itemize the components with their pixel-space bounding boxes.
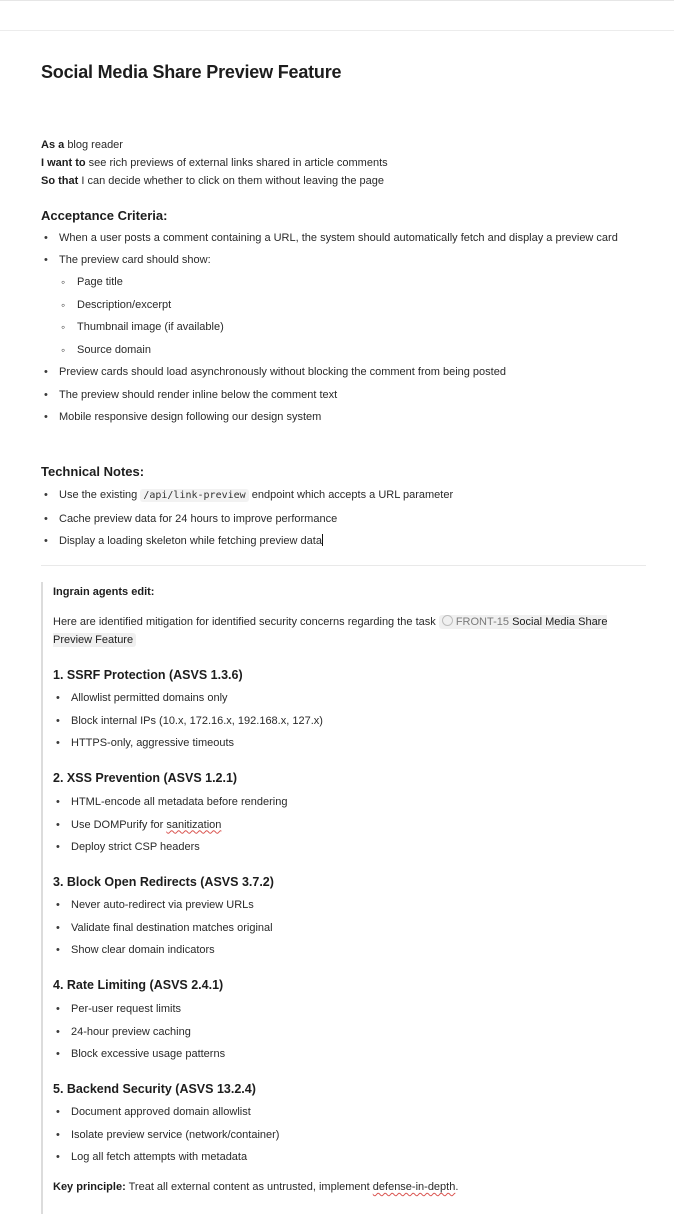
spellcheck-word[interactable]: defense-in-depth <box>372 1181 456 1193</box>
redirects-heading: 3. Block Open Redirects (ASVS 3.7.2) <box>53 875 274 889</box>
agent-edit-intro: Here are identified mitigation for identified security concerns regarding the task FRONT-15 Social Media Share Preview Feature <box>53 616 608 646</box>
list-item: • Per-user request limits <box>53 1000 633 1018</box>
ssrf-list[interactable] <box>53 689 633 752</box>
list-item: • Preview cards should load asynchronously without blocking the comment from being posted <box>41 363 641 381</box>
list-item: • HTML-encode all metadata before rendering <box>53 793 633 811</box>
list-item: • The preview should render inline below the comment text <box>41 386 641 404</box>
list-item: • Show clear domain indicators <box>53 941 633 959</box>
sub-list-item: ◦ Source domain <box>41 341 641 359</box>
list-item: • Isolate preview service (network/container) <box>53 1126 633 1144</box>
list-item: • HTTPS-only, aggressive timeouts <box>53 734 633 752</box>
acceptance-criteria-list[interactable] <box>41 229 641 426</box>
story-as-a: As a blog reader <box>41 139 123 151</box>
top-border <box>0 0 674 1</box>
technical-notes-heading: Technical Notes: <box>41 464 145 479</box>
list-item: • Mobile responsive design following our design system <box>41 408 641 426</box>
sub-list-item: ◦ Thumbnail image (if available) <box>41 318 641 336</box>
list-item: • 24-hour preview caching <box>53 1023 633 1041</box>
page-title[interactable]: Social Media Share Preview Feature <box>41 62 342 82</box>
story-i-want: I want to see rich previews of external links shared in article comments <box>41 157 388 169</box>
api-endpoint-code: /api/link-preview <box>140 489 248 502</box>
list-item: • Use the existing /api/link-preview endpoint which accepts a URL parameter <box>41 486 641 505</box>
sub-list-item: ◦ Page title <box>41 273 641 291</box>
task-mention-chip[interactable]: FRONT-15 Social Media Share Preview Feature <box>53 616 608 646</box>
user-story[interactable] <box>41 136 388 190</box>
agent-edit-quote-bar <box>41 582 43 1214</box>
story-so-that: So that I can decide whether to click on them without leaving the page <box>41 175 385 187</box>
rate-limiting-list[interactable] <box>53 1000 633 1063</box>
list-item: • Display a loading skeleton while fetching preview data <box>41 532 641 550</box>
task-status-icon <box>442 615 453 626</box>
sub-list-item: ◦ Description/excerpt <box>41 296 641 314</box>
list-item: • Document approved domain allowlist <box>53 1103 633 1121</box>
key-principle: Key principle: Treat all external content as untrusted, implement defense-in-depth. <box>53 1181 459 1193</box>
technical-notes-list[interactable] <box>41 486 641 550</box>
ssrf-heading: 1. SSRF Protection (ASVS 1.3.6) <box>53 668 243 682</box>
list-item: • Use DOMPurify for sanitization <box>53 816 633 834</box>
list-item: • Never auto-redirect via preview URLs <box>53 896 633 914</box>
text-cursor <box>322 534 323 546</box>
acceptance-criteria-heading: Acceptance Criteria: <box>41 208 168 223</box>
list-item: • When a user posts a comment containing a URL, the system should automatically fetch and display a preview card <box>41 229 641 247</box>
backend-security-list[interactable] <box>53 1103 633 1166</box>
xss-heading: 2. XSS Prevention (ASVS 1.2.1) <box>53 771 238 785</box>
toolbar-divider <box>0 30 674 31</box>
list-item: • The preview card should show: <box>41 251 641 269</box>
xss-list[interactable] <box>53 793 633 856</box>
list-item: • Allowlist permitted domains only <box>53 689 633 707</box>
redirects-list[interactable] <box>53 896 633 959</box>
list-item: • Deploy strict CSP headers <box>53 838 633 856</box>
list-item: • Log all fetch attempts with metadata <box>53 1148 633 1166</box>
list-item: • Validate final destination matches original <box>53 919 633 937</box>
rate-limiting-heading: 4. Rate Limiting (ASVS 2.4.1) <box>53 978 224 992</box>
list-item: • Block internal IPs (10.x, 172.16.x, 192.168.x, 127.x) <box>53 712 633 730</box>
backend-security-heading: 5. Backend Security (ASVS 13.2.4) <box>53 1082 256 1096</box>
section-divider <box>41 565 646 566</box>
list-item: • Cache preview data for 24 hours to improve performance <box>41 510 641 528</box>
agent-edit-label: Ingrain agents edit: <box>53 586 155 598</box>
list-item: • Block excessive usage patterns <box>53 1045 633 1063</box>
spellcheck-word[interactable]: sanitization <box>166 818 222 831</box>
